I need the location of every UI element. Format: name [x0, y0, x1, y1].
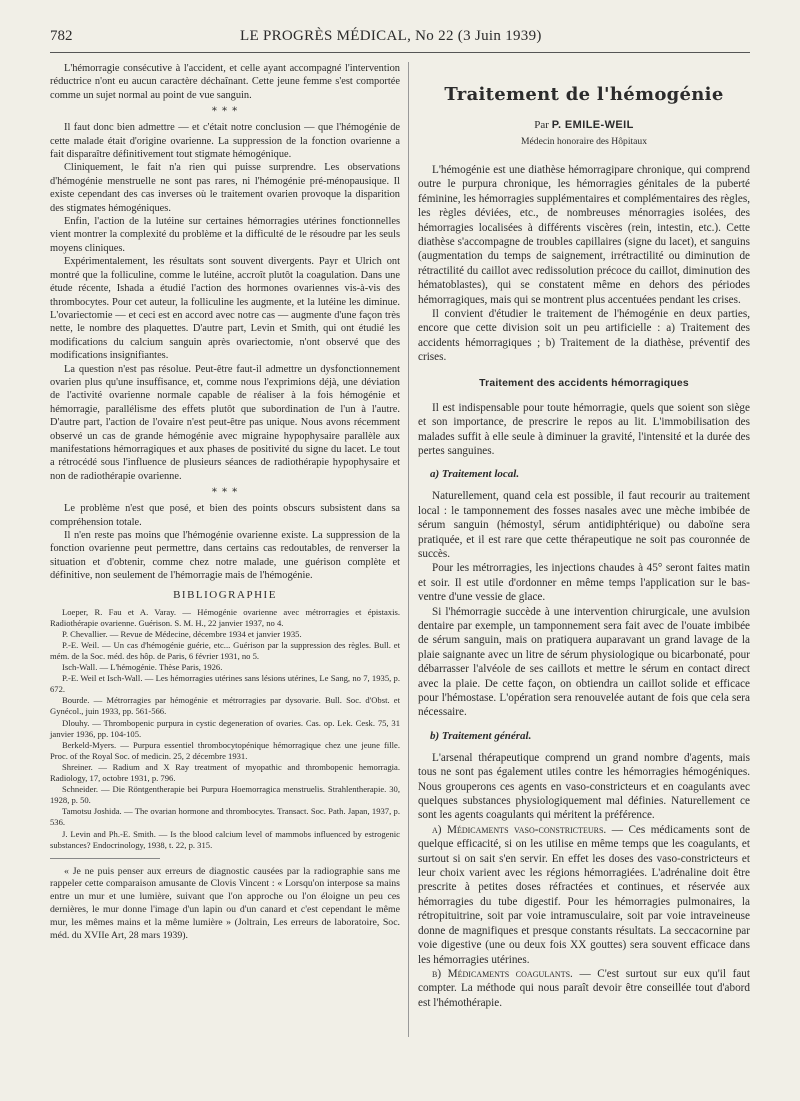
bibliography-entry: P.-E. Weil et Isch-Wall. — Les hémorragies utérines sans lésions utérines, Le Sang, no 7, 1935, p. 672. — [50, 673, 400, 695]
bibliography-entry: Tamotsu Joshida. — The ovarian hormone and thrombocytes. Transact. Soc. Path. Japan, 1937, p. 536. — [50, 806, 400, 828]
paragraph: Il n'en reste pas moins que l'hémogénie ovarienne existe. La suppression de la fonction ovarienne peut permettre, dans certains cas redoutables, de renverser la situation et d'obtenir, comme chez notre malade, une guérison complète et définitive, non seulement de l'hémorragie mais de l'hémogénie. — [50, 530, 400, 582]
section-stars: * * * — [211, 487, 239, 499]
quote-box — [50, 866, 400, 943]
paragraph: Il convient d'étudier le traitement de l'hémogénie en deux parties, encore que cette division soit un peu artificielle : a) Traitement des accidents hémorragiques ; b) Traitement de la diathèse, préventif des crises. — [418, 308, 750, 364]
byline — [418, 119, 750, 131]
bibliography-entry: Isch-Wall. — L'hémogénie. Thèse Paris, 1926. — [62, 662, 223, 673]
separator-rule — [50, 858, 160, 859]
bibliography-entry: Shreiner. — Radium and X Ray treatment of myopathic and thrombopenic hemorragia. Radiology, 17, octobre 1931, p. 796. — [50, 761, 400, 784]
paragraph — [418, 823, 750, 967]
right-column — [418, 62, 750, 1010]
bibliography-entry: P. Chevallier. — Revue de Médecine, décembre 1934 et janvier 1935. — [62, 628, 302, 639]
paragraph-lead: a) Médicaments vaso-constricteurs. — [432, 823, 607, 836]
bibliography-title: BIBLIOGRAPHIE — [173, 588, 277, 601]
paragraph: L'hémorragie consécutive à l'accident, et celle ayant accompagné l'intervention réductrice n'ont eu aucun caractère déchaînant. Cette jeune femme s'est comportée comme un sujet normal au point de vue sanguin. — [50, 63, 400, 101]
paragraph — [418, 967, 750, 1010]
subsection-heading: a) Traitement local. — [430, 468, 520, 481]
paragraph-body: — C'est surtout sur eux qu'il faut compter. La méthode qui nous paraît devoir être conseillée tout d'abord est l'hémothérapie. — [418, 967, 750, 1009]
paragraph: Pour les métrorragies, les injections chaudes à 45° seront faites matin et soir. Il est utile d'ordonner en même temps l'application sur le bas-ventre d'une vessie de glace. — [418, 562, 750, 604]
section-stars: * * * — [211, 106, 239, 118]
bibliography-entry: J. Levin and Ph.-E. Smith. — Is the blood calcium level of mammobs influenced by estrogenic substances? Endocrinology, 1938, t. 22, p. 315. — [50, 828, 400, 850]
paragraph: Le problème n'est que posé, et bien des points obscurs subsistent dans sa compréhension totale. — [50, 503, 400, 528]
paragraph: Expérimentalement, les résultats sont souvent divergents. Payr et Ulrich ont montré que la folliculine, comme le lutéine, accroît plutôt la coagulation. Dans une étude récente, Ishada a étudié l'action des hormones ovariennes vis-à-vis des thrombocytes. Pour cet auteur, la folliculine les augmente, et la lutéine les diminue. L'ovariectomie — et ceci est en accord avec notre cas — augmente d'une façon très nette, le nombre des plaquettes. D'autre part, Levin et Smith, qui ont étudié les modifications du calcium sanguin après ovariectomie, n'ont observé que des modifications insignifiantes. — [50, 256, 400, 362]
article-title: Traitement de l'hémogénie — [444, 84, 724, 105]
paragraph: La question n'est pas résolue. Peut-être faut-il admettre un dysfonctionnement ovarien plus qu'une insuffisance, et, comme nous l'exprimions déjà, une déviation de l'activité ovarienne normale capable de réaliser à la fois hémogénie et hémorragie, parallélisme des effets plutôt que subordination de l'un à l'autre. D'autre part, l'action de l'ovaire n'est peut-être pas unique. Nous avons récemment observé un cas de grande hémogénie avec migraine hypophysaire parallèle aux manifestations hémorragiques et aux phases de positivité du signe du lacet. Le tout a rétrocédé sous l'influence de plusieurs séances de radiothérapie hypophysaire et non de radiothérapie ovarienne. — [50, 363, 400, 482]
paragraph: L'arsenal thérapeutique comprend un grand nombre d'agents, mais tous ne sont pas également utiles contre les hémorragies hémogéniques. Nous grouperons ces agents en vaso-constricteurs et en coagulants avec quelques substances physiologiquement mal définies. Naturellement ce sont les agents coagulants qui méritent la préférence. — [418, 751, 750, 822]
paragraph-body: — Ces médicaments sont de quelque efficacité, si on les utilise en même temps que les coagulants, et surtout si on sait s'en servir. En effet les doses des vaso-constricteurs et leur choix varient avec les régions hémorragiées. L'adrénaline doit être prescrite à petites doses réfractées et continues, et réservée aux hémorragies du tube digestif. Pour les hémorragies pulmonaires, la rétropituitrine, soit par voie intramusculaire, soit par voie intraveineuse donne de magnifiques et presque constants résultats. La seccacornine par voie digestive (une ou deux fois XX gouttes) sera souvent efficace dans les hémorragies utérines. — [418, 823, 750, 966]
header-rule — [50, 52, 750, 53]
paragraph: Il faut donc bien admettre — et c'était notre conclusion — que l'hémogénie de cette malade était d'origine ovarienne. La suppression de la fonction ovarienne a fait disparaître définitivement tout stigmate hémogénique. — [50, 122, 400, 161]
bibliography-entry: Berkeld-Myers. — Purpura essentiel thrombocytopénique hémorragique chez une jeune fille. Proc. of the Royal Soc. of medicin. 25, 2 décembre 1931. — [50, 739, 400, 761]
byline-prefix: Par — [534, 119, 549, 131]
bibliography-entry: P.-E. Weil. — Un cas d'hémogénie guérie, etc... Guérison par la suppression des règles. Bull. et mém. de la Soc. méd. des hôp. de Paris, 6 février 1931, no 5. — [50, 639, 400, 661]
paragraph: L'hémogénie est une diathèse hémorragipare chronique, qui comprend outre le purpura chronique, les hémorragies génitales de la puberté féminine, les hémorragies supplémentaires et complémentaires des règles, les règles déviées, etc., de nombreuses ménorragies isolées, des hémorragies localisées à différents viscères (rein, intestin, etc.). Cette diathèse s'accompagne de troubles capillaires (signe du lacet), et sanguins (augmentation du temps de saignement, irrétractilité ou diminution de rétractilité du caillot avec redissolution précoce du caillot, diminution des hématoblastes), qui se constatent même en dehors des périodes hémorragiques, mais qui se montrent plus accentuées pendant les crises. — [418, 164, 750, 306]
page-header — [50, 28, 750, 48]
bibliography — [50, 607, 400, 859]
paragraph: Il est indispensable pour toute hémorragie, quels que soient son siège et son importance, de prescrire le repos au lit. L'immobilisation des malades suffit à elle seule à diminuer la gravité, l'intensité et la durée des pertes sanguines. — [418, 401, 750, 457]
quote-text: « Je ne puis penser aux erreurs de diagnostic causées par la radiographie sans me rappeler cette comparaison amusante de Clovis Vincent : « Lorsqu'on interpose sa mains entre un mur et une lumière, suivant que l'on approche ou l'on éloigne un peu ces dernières, le mur donne l'image d'un lapin ou d'un canard et c'est cependant le même mur, les mêmes mains et la même lumière » (Joltrain, Les erreurs de laboratoire, Soc. méd. du XVIIe Art, 28 mars 1939). — [50, 865, 400, 941]
bibliography-entry: Bourde. — Métrorragies par hémogénie et métrorragies par dysovarie. Bull. Soc. d'Obst. et Gynécol., juin 1933, pp. 561-566. — [50, 695, 400, 717]
paragraph: Si l'hémorragie succède à une intervention chirurgicale, une avulsion dentaire par exemple, un tamponnement sera fait avec de l'ouate imbibée de sérum sanguin, mais on pratiquera auparavant un grand lavage de la plaie saignante avec un litre de sérum physiologique ou bicarbonaté, pour débarrasser l'alvéole de ses caillots et mettre le sérum en contact direct avec la plaie. De cette façon, on obtiendra un caillot solide et efficace pour l'hémostase. L'opération sera renouvelée autant de fois que cela sera nécessaire. — [418, 605, 750, 719]
author-name: P. EMILE-WEIL — [551, 119, 634, 131]
page-number: 782 — [50, 28, 73, 44]
bibliography-entry: Schneider. — Die Röntgentherapie bei Purpura Hoemorragica menstruelis. Strahlentherapie. 30, 1928, p. 50. — [50, 784, 400, 806]
author-affiliation: Médecin honoraire des Hôpitaux — [520, 136, 647, 147]
bibliography-entry: Loeper, R. Fau et A. Varay. — Hémogénie ovarienne avec métrorragies et épistaxis. Radiothérapie ovarienne. Guérison. S. M. H., 22 janvier 1937, no 4. — [50, 606, 400, 628]
paragraph: Naturellement, quand cela est possible, il faut recourir au traitement local : le tamponnement des fosses nasales avec une mèche imbibée de sérum sanguin (hémostyl, sérum antidiphtérique) ou daboïne sera pratiquée, et il est rare que cette thérapeutique ne soit pas couronnée de succès. — [418, 490, 750, 560]
column-divider — [408, 62, 409, 1037]
bibliography-entry: Dlouhy. — Thrombopenic purpura in cystic degeneration of ovaries. Cas. op. Lek. Cesk. 75, 31 janvier 1936, pp. 104-105. — [50, 717, 400, 739]
left-column — [50, 62, 400, 942]
section-heading: Traitement des accidents hémorragiques — [479, 377, 689, 389]
journal-title: LE PROGRÈS MÉDICAL, No 22 (3 Juin 1939) — [240, 28, 542, 44]
paragraph-lead: b) Médicaments coagulants. — [432, 967, 573, 980]
subsection-heading: b) Traitement général. — [430, 729, 532, 742]
paragraph: Cliniquement, le fait n'a rien qui puisse surprendre. Les observations d'hémogénie menstruelle ne sont pas rares, ni l'hémogénie pré-ménopausique. Il existe cependant des cas inverses où le traitement ovarien provoque la disparition des stigmates hémogéniques. — [50, 162, 400, 214]
paragraph: Enfin, l'action de la lutéine sur certaines hémorragies utérines fonctionnelles vient montrer la complexité du problème et la difficulté de le résoudre par les seuls moyens cliniques. — [50, 216, 400, 254]
